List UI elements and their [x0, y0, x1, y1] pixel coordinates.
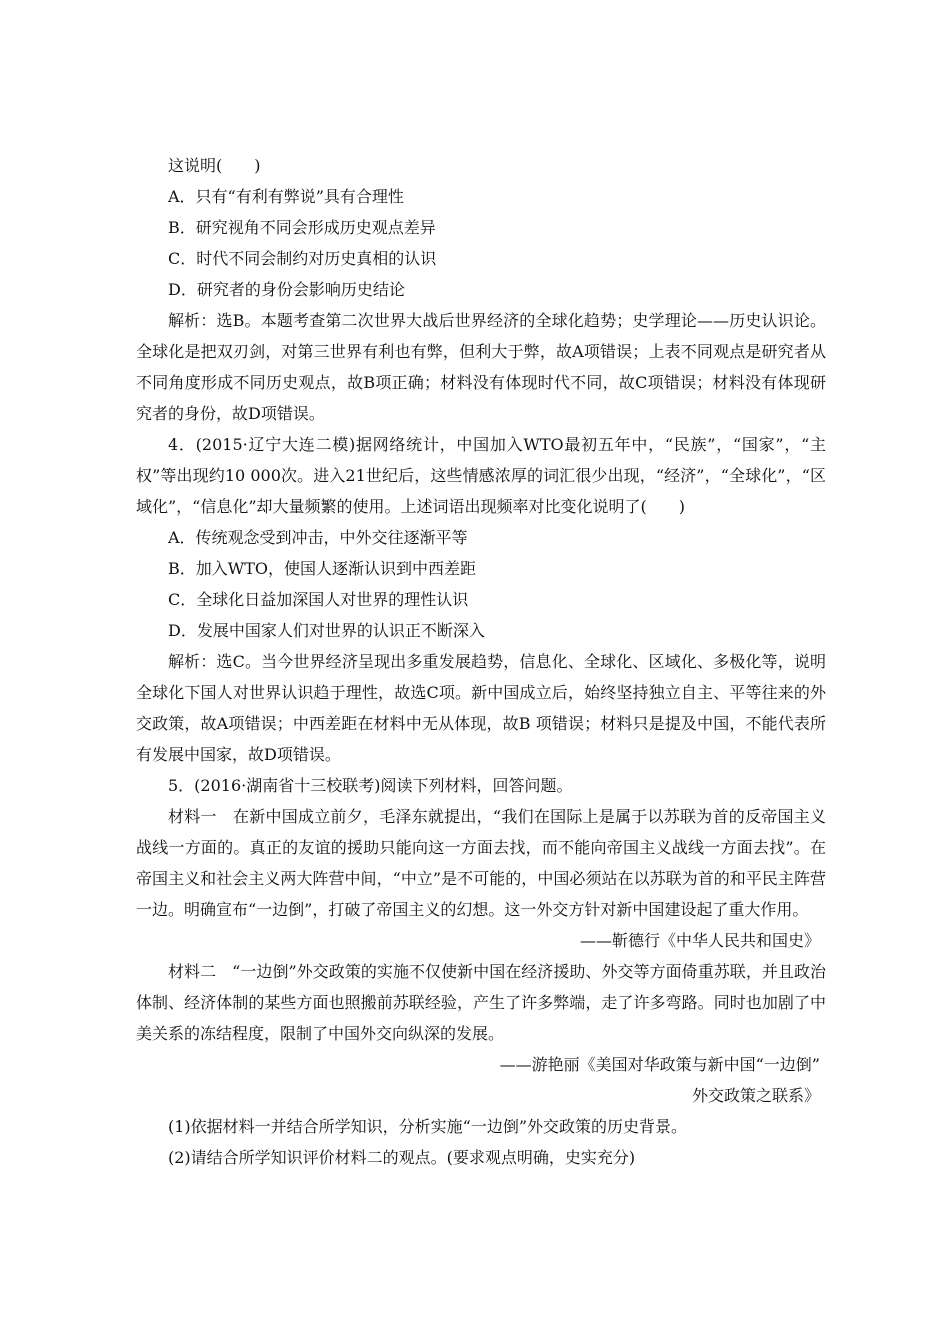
- q4-option-b: B．加入WTO，使国人逐渐认识到中西差距: [168, 559, 476, 578]
- q5-question-1: (1)依据材料一并结合所学知识，分析实施“一边倒”外交政策的历史背景。: [168, 1117, 688, 1136]
- q5-stem: 5．(2016·湖南省十三校联考)阅读下列材料，回答问题。: [168, 776, 573, 795]
- q5-material-2: 材料二 “一边倒”外交政策的实施不仅使新中国在经济援助、外交等方面倚重苏联，并且政治体制、经济体制的某些方面也照搬前苏联经验，产生了许多弊端，走了许多弯路。同时也加剧了中美关系的冻结程度，限制了中国外交向纵深的发展。: [136, 962, 826, 1043]
- document-body: [136, 150, 826, 1173]
- q4-option-a: A．传统观念受到冲击，中外交往逐渐平等: [168, 528, 468, 547]
- q5-question-2: (2)请结合所学知识评价材料二的观点。(要求观点明确，史实充分): [168, 1148, 636, 1167]
- q4-analysis: 解析：选C。当今世界经济呈现出多重发展趋势，信息化、全球化、区域化、多极化等，说明全球化下国人对世界认识趋于理性，故选C项。新中国成立后，始终坚持独立自主、平等往来的外交政策，故A项错误；中西差距在材料中无从体现，故B 项错误；材料只是提及中国，不能代表所有发展中国家，故D项错误。: [136, 652, 826, 764]
- q4-stem: 4．(2015·辽宁大连二模)据网络统计，中国加入WTO最初五年中，“民族”，“国家”，“主权”等出现约10 000次。进入21世纪后，这些情感浓厚的词汇很少出现，“经济”，“全球化”，“区域化”，“信息化”却大量频繁的使用。上述词语出现频率对比变化说明了( ): [136, 435, 826, 516]
- q5-source-2-line-1: ——游艳丽《美国对华政策与新中国“一边倒”: [499, 1055, 820, 1074]
- q3-analysis: 解析：选B。本题考查第二次世界大战后世界经济的全球化趋势；史学理论——历史认识论。全球化是把双刃剑，对第三世界有利也有弊，但利大于弊，故A项错误；上表不同观点是研究者从不同角度形成不同历史观点，故B项正确；材料没有体现时代不同，故C项错误；材料没有体现研究者的身份，故D项错误。: [136, 311, 826, 423]
- q5-material-1: 材料一 在新中国成立前夕，毛泽东就提出，“我们在国际上是属于以苏联为首的反帝国主义战线一方面的。真正的友谊的援助只能向这一方面去找，而不能向帝国主义战线一方面去找”。在帝国主义和社会主义两大阵营中间，“中立”是不可能的，中国必须站在以苏联为首的和平民主阵营一边。明确宣布“一边倒”，打破了帝国主义的幻想。这一外交方针对新中国建设起了重大作用。: [136, 807, 826, 919]
- q4-option-c: C．全球化日益加深国人对世界的理性认识: [168, 590, 469, 609]
- q5-source-1: ——靳德行《中华人民共和国史》: [579, 931, 820, 950]
- q5-source-2-line-2: 外交政策之联系》: [691, 1086, 820, 1105]
- q3-option-d: D．研究者的身份会影响历史结论: [168, 280, 405, 299]
- q4-option-d: D．发展中国家人们对世界的认识正不断深入: [168, 621, 485, 640]
- q3-option-c: C．时代不同会制约对历史真相的认识: [168, 249, 437, 268]
- q3-option-b: B．研究视角不同会形成历史观点差异: [168, 218, 436, 237]
- q3-option-a: A．只有“有利有弊说”具有合理性: [168, 187, 404, 206]
- q3-stem-end: 这说明( ): [168, 156, 261, 175]
